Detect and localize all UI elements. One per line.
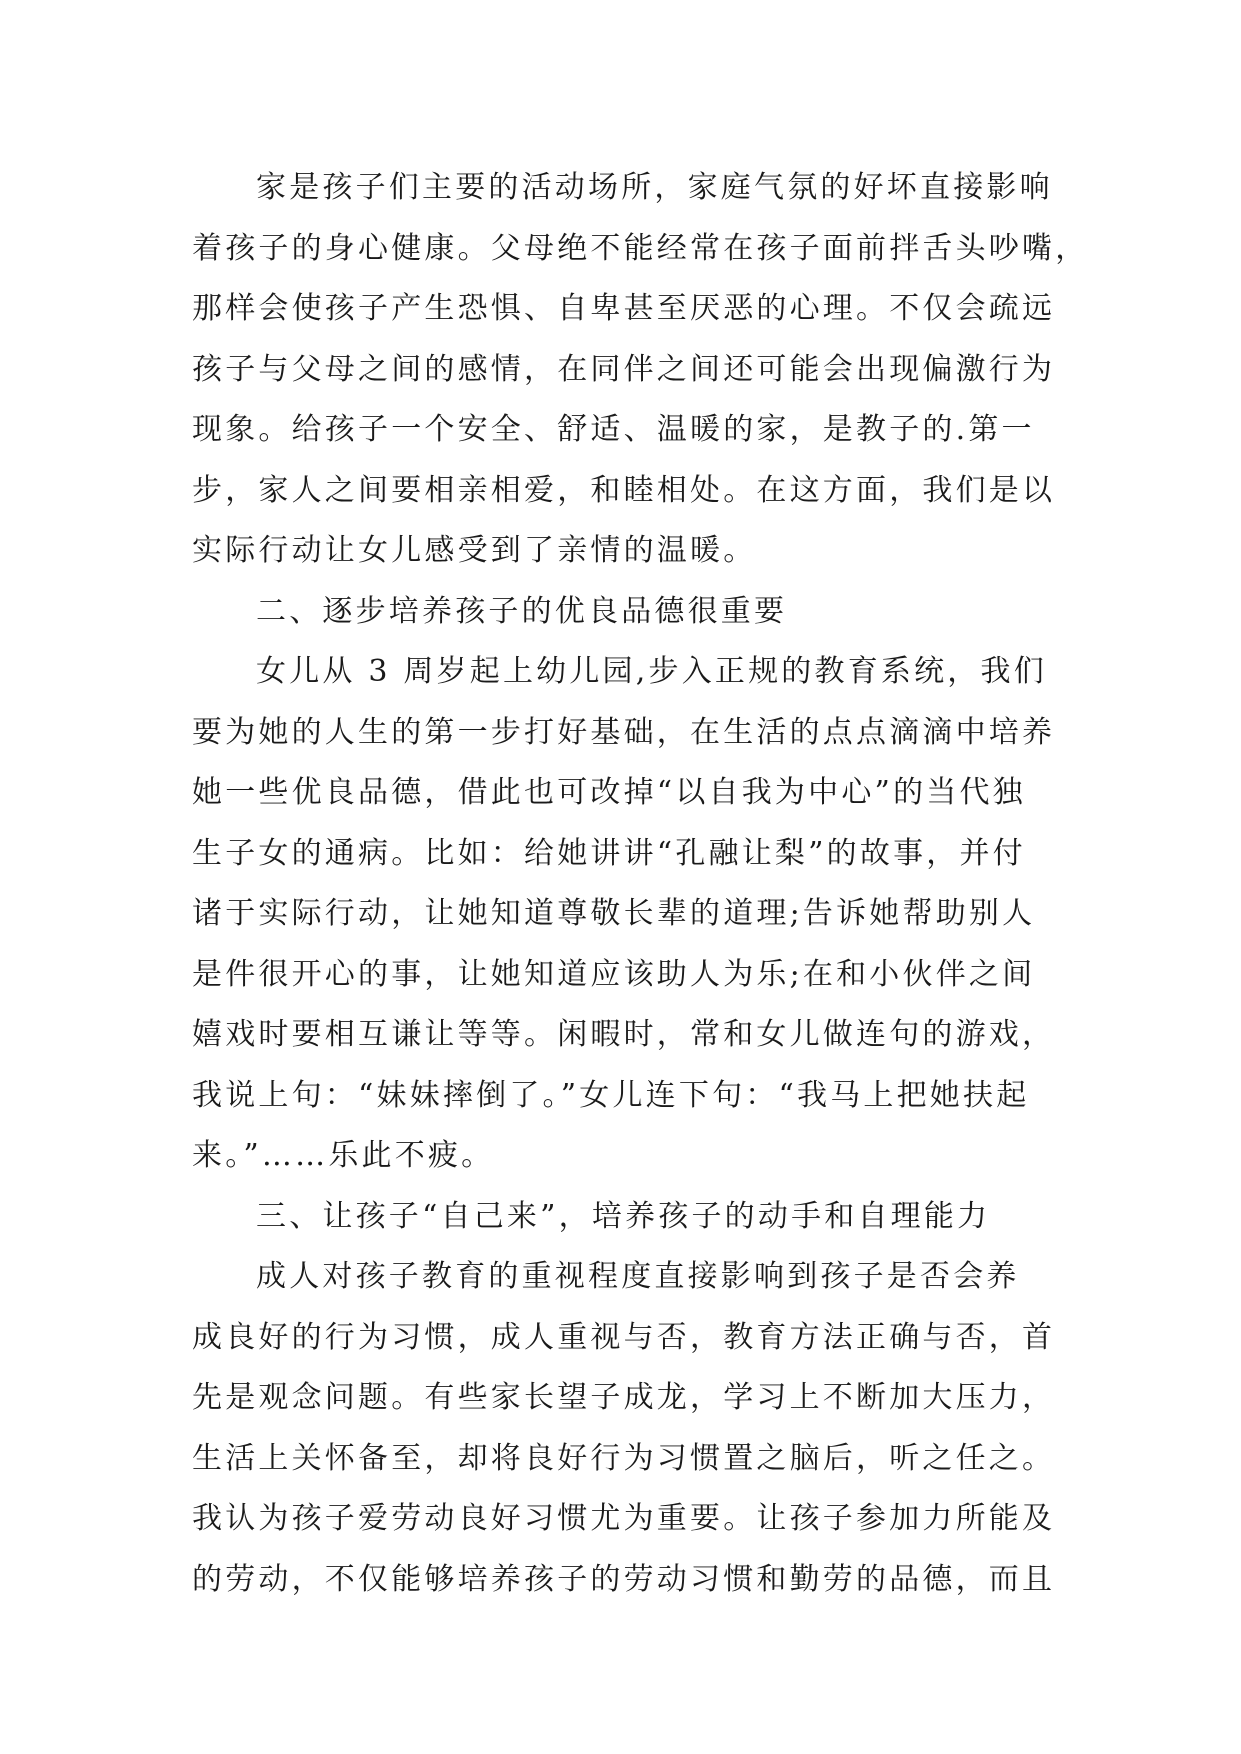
text-line: 生子女的通病。比如：给她讲讲“孔融让梨”的故事，并付 bbox=[192, 835, 1026, 871]
text-line: 生活上关怀备至，却将良好行为习惯置之脑后，听之任之。 bbox=[192, 1440, 1056, 1476]
text-line: 现象。给孩子一个安全、舒适、温暖的家，是教子的.第一 bbox=[192, 412, 1035, 447]
text-line: 要为她的人生的第一步打好基础，在生活的点点滴滴中培养 bbox=[192, 714, 1056, 750]
text-line: 成人对孩子教育的重视程度直接影响到孩子是否会养 bbox=[256, 1259, 1020, 1294]
text-line: 是件很开心的事，让她知道应该助人为乐;在和小伙伴之间 bbox=[192, 956, 1036, 992]
text-line: 先是观念问题。有些家长望子成龙，学习上不断加大压力， bbox=[192, 1380, 1056, 1415]
text-line: 成良好的行为习惯，成人重视与否，教育方法正确与否，首 bbox=[192, 1319, 1056, 1355]
text-line: 实际行动让女儿感受到了亲情的温暖。 bbox=[192, 533, 757, 568]
text-line: 那样会使孩子产生恐惧、自卑甚至厌恶的心理。不仅会疏远 bbox=[192, 291, 1056, 326]
text-line: 她一些优良品德，借此也可改掉“以自我为中心”的当代独 bbox=[192, 775, 1026, 810]
text-line: 孩子与父母之间的感情，在同伴之间还可能会出现偏激行为 bbox=[192, 351, 1056, 387]
text-line: 嬉戏时要相互谦让等等。闲暇时，常和女儿做连句的游戏， bbox=[192, 1017, 1056, 1052]
text-line: 着孩子的身心健康。父母绝不能经常在孩子面前拌舌头吵嘴， bbox=[192, 230, 1089, 266]
text-line: 来。”……乐此不疲。 bbox=[192, 1138, 495, 1173]
text-line: 诸于实际行动，让她知道尊敬长辈的道理;告诉她帮助别人 bbox=[192, 896, 1036, 931]
text-line: 家是孩子们主要的活动场所，家庭气氛的好坏直接影响 bbox=[256, 170, 1053, 205]
section-heading: 二、逐步培养孩子的优良品德很重要 bbox=[256, 593, 788, 629]
text-line: 女儿从 3 周岁起上幼儿园,步入正规的教育系统，我们 bbox=[256, 654, 1047, 689]
text-line: 我说上句：“妹妹摔倒了。”女儿连下句：“我马上把她扶起 bbox=[192, 1077, 1030, 1113]
text-line: 我认为孩子爱劳动良好习惯尤为重要。让孩子参加力所能及 bbox=[192, 1501, 1056, 1536]
text-line: 步，家人之间要相亲相爱，和睦相处。在这方面，我们是以 bbox=[192, 472, 1056, 508]
text-line: 的劳动，不仅能够培养孩子的劳动习惯和勤劳的品德，而且 bbox=[192, 1561, 1056, 1597]
body-text bbox=[192, 158, 1092, 1610]
section-heading: 三、让孩子“自己来”，培养孩子的动手和自理能力 bbox=[256, 1198, 991, 1234]
